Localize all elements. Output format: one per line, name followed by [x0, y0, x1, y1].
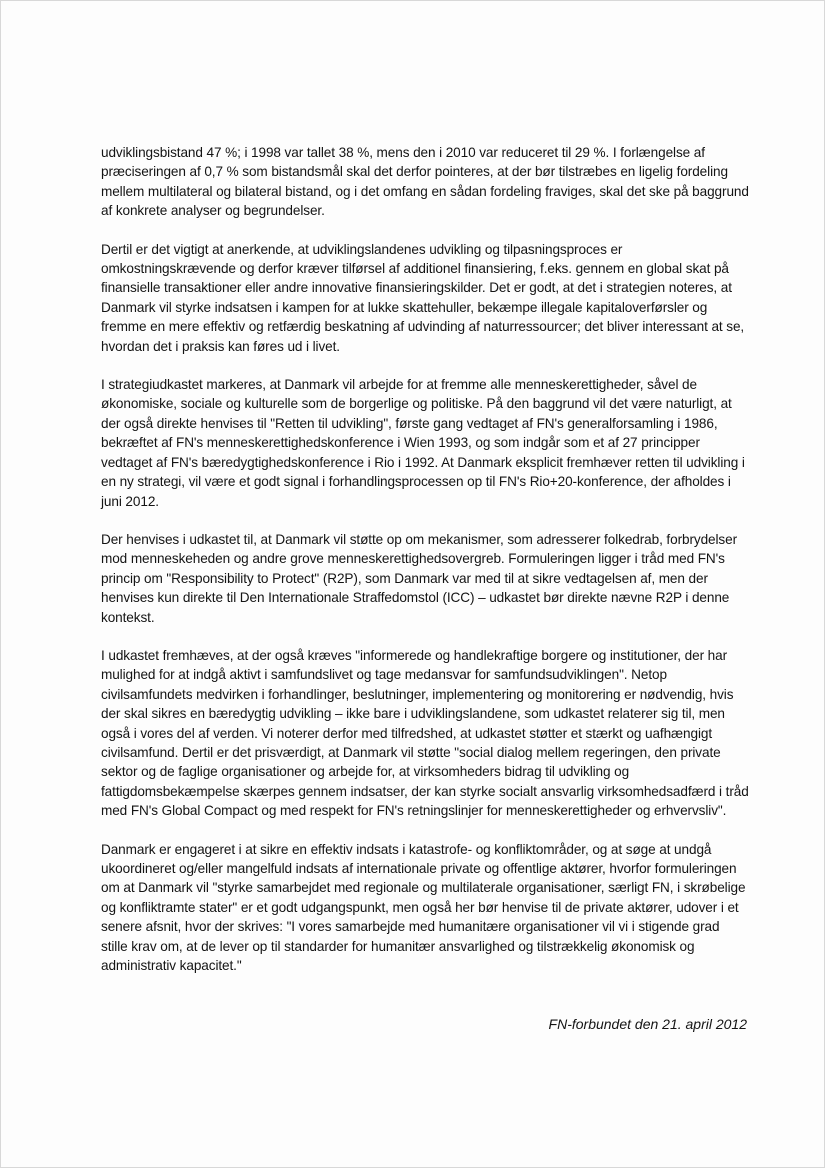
paragraph-5: I udkastet fremhæves, at der også kræves "informerede og handlekraftige borgere og institutioner, der har mulighed for at indgå aktivt i samfundslivet og tage medansvar for samfundsudviklingen". Netop civilsamfundets medvirken i forhandlinger, beslutninger, implementering og monitorering er nødvendig, hvis der skal sikres en bæredygtig udvikling – ikke bare i udviklingslandene, som udkastet relaterer sig til, men også i vores del af verden. Vi noterer derfor med tilfredshed, at udkastet støtter et stærkt og uafhængigt civilsamfund. Dertil er det prisværdigt, at Danmark vil støtte "social dialog mellem regeringen, den private sektor og de faglige organisationer og arbejde for, at virksomheders bidrag til udvikling og fattigdomsbekæmpelse skærpes gennem indsatser, der kan styrke socialt ansvarlig virksomhedsadfærd i tråd med FN's Global Compact og med respekt for FN's retningslinjer for menneskerettigheder og erhvervsliv".	[101, 647, 749, 819]
paragraph-2: Dertil er det vigtigt at anerkende, at udviklingslandenes udvikling og tilpasningsproces er omkostningskrævende og derfor kræver tilførsel af additionel finansiering, f.eks. gennem en global skat på finansielle transaktioner eller andre innovative finansieringskilder. Det er godt, at det i strategien noteres, at Danmark vil styrke indsatsen i kampen for at lukke skattehuller, bekæmpe illegale kapitaloverførsler og fremme en mere effektiv og retfærdig beskatning af udvinding af naturressourcer; det bliver interessant at se, hvordan det i praksis kan føres ud i livet.	[101, 241, 745, 354]
paragraph-1: udviklingsbistand 47 %; i 1998 var tallet 38 %, mens den i 2010 var reduceret til 29 %. I forlængelse af præciseringen af 0,7 % som bistandsmål skal det derfor pointeres, at der bør tilstræbes en ligelig fordeling mellem multilateral og bilateral bistand, og i det omfang en sådan fordeling fraviges, skal det ske på baggrund af konkrete analyser og begrundelser.	[101, 145, 749, 219]
paragraph-3: I strategiudkastet markeres, at Danmark vil arbejde for at fremme alle menneskerettigheder, såvel de økonomiske, sociale og kulturelle som de borgerlige og politiske. På den baggrund vil det være naturligt, at der også direkte henvises til "Retten til udvikling", første gang vedtaget af FN's generalforsamling i 1986, bekræftet af FN's menneskerettighedskonference i Wien 1993, og som indgår som et af 27 principper vedtaget af FN's bæredygtighedskonference i Rio i 1992. At Danmark eksplicit fremhæver retten til udvikling i en ny strategi, vil være et godt signal i forhandlingsprocessen op til FN's Rio+20-konference, der afholdes i juni 2012.	[101, 377, 745, 509]
signature-line: FN-forbundet den 21. april 2012	[548, 1016, 747, 1032]
paragraph-6: Danmark er engageret i at sikre en effektiv indsats i katastrofe- og konfliktområder, og at søge at undgå ukoordineret og/eller mangelfuld indsats af internationale private og offentlige aktører, hvorfor formuleringen om at Danmark vil "styrke samarbejdet med regionale og multilaterale organisationer, særligt FN, i skrøbelige og konfliktramte stater" er et godt udgangspunkt, men også her bør henvise til de private aktører, udover i et senere afsnit, hvor der skrives: "I vores samarbejde med humanitære organisationer vil vi i stigende grad stille krav om, at de lever op til standarder for humanitær ansvarlighed og tilstrækkelig økonomisk og administrativ kapacitet."	[101, 841, 746, 974]
paragraph-4: Der henvises i udkastet til, at Danmark vil støtte op om mekanismer, som adresserer folkedrab, forbrydelser mod menneskeheden og andre grove menneskerettighedsovergreb. Formuleringen ligger i tråd med FN's princip om "Responsibility to Protect" (R2P), som Danmark var med til at sikre vedtagelsen af, men der henvises kun direkte til Den Internationale Straffedomstol (ICC) – udkastet bør direkte nævne R2P i denne kontekst.	[101, 531, 738, 625]
body-text	[101, 143, 749, 994]
